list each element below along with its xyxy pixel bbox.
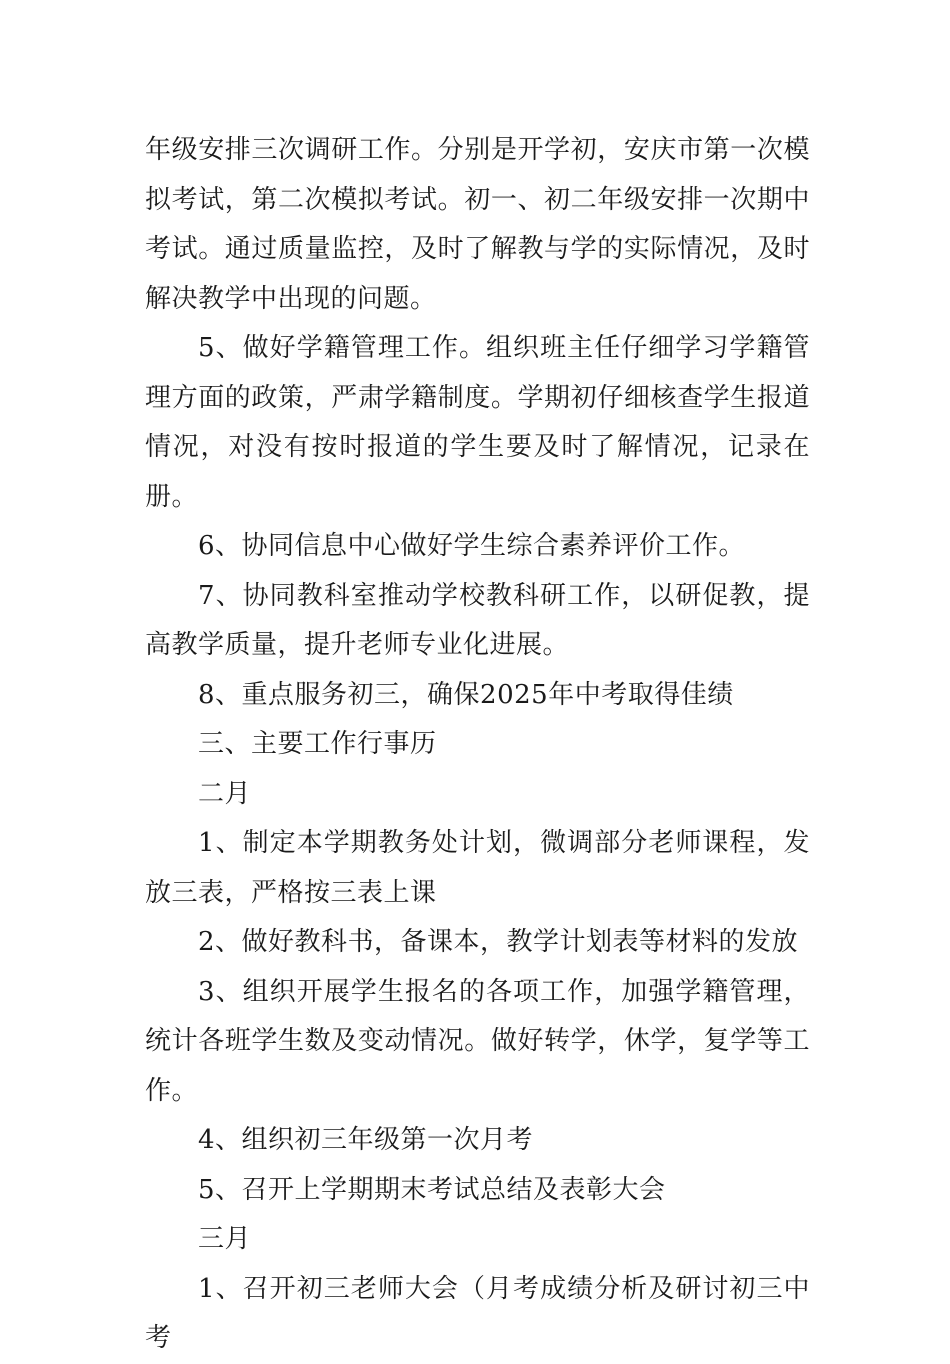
month-heading-march: 三月 [198, 1224, 252, 1254]
paragraph-continuation: 年级安排三次调研工作。分别是开学初，安庆市第一次模拟考试，第二次模拟考试。初一、初二年级安排一次期中考试。通过质量监控，及时了解教与学的实际情况，及时解决教学中出现的问题。 [145, 135, 810, 314]
paragraph-feb-item-3: 3、组织开展学生报名的各项工作，加强学籍管理，统计各班学生数及变动情况。做好转学，休学，复学等工作。 [145, 976, 810, 1106]
paragraph-feb-item-2: 2、做好教科书，备课本，教学计划表等材料的发放 [198, 927, 799, 957]
paragraph-item-8-grade-nine: 8、重点服务初三，确保2025年中考取得佳绩 [198, 679, 734, 710]
paragraph-mar-item-1: 1、召开初三老师大会（月考成绩分析及研讨初三中考 [145, 1273, 810, 1353]
paragraph-item-5-records: 5、做好学籍管理工作。组织班主任仔细学习学籍管理方面的政策，严肃学籍制度。学期初仔细核查学生报道情况，对没有按时报道的学生要及时了解情况，记录在册。 [145, 333, 810, 512]
month-heading-february: 二月 [198, 778, 252, 809]
paragraph-item-6-evaluation: 6、协同信息中心做好学生综合素养评价工作。 [198, 531, 746, 561]
paragraph-item-7-research: 7、协同教科室推动学校教科研工作，以研促教，提高教学质量，提升老师专业化进展。 [145, 580, 810, 660]
paragraph-feb-item-1: 1、制定本学期教务处计划，微调部分老师课程，发放三表，严格按三表上课 [145, 828, 810, 908]
section-heading-calendar: 三、主要工作行事历 [198, 729, 437, 759]
paragraph-feb-item-5: 5、召开上学期期末考试总结及表彰大会 [198, 1174, 666, 1205]
paragraph-feb-item-4: 4、组织初三年级第一次月考 [198, 1125, 534, 1155]
document-body [145, 126, 810, 1364]
